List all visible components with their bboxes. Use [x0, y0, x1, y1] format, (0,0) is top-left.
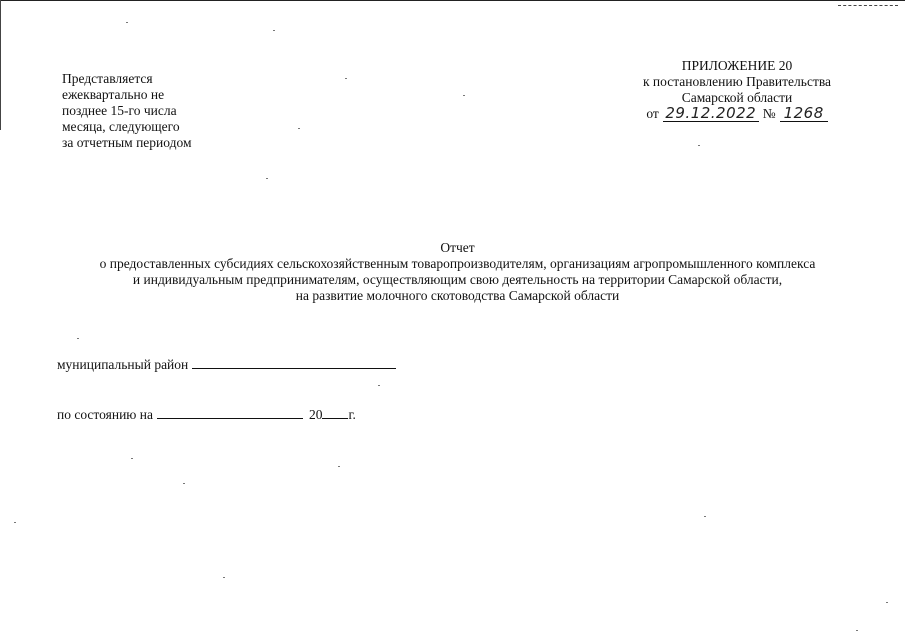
year-suffix: г. [348, 407, 356, 422]
date-blank-line[interactable] [157, 406, 303, 419]
note-line: Представляется [62, 71, 153, 86]
report-title-block [40, 240, 875, 304]
year-prefix: 20 [308, 407, 323, 422]
report-title: Отчет [440, 240, 475, 255]
scan-speck [704, 516, 706, 517]
district-blank-line[interactable] [192, 356, 396, 369]
scan-speck [14, 522, 16, 523]
scan-corner-mark [838, 5, 898, 7]
scan-speck [223, 577, 225, 578]
note-line: за отчетным периодом [62, 135, 192, 150]
scan-speck [378, 385, 380, 386]
note-line: месяца, следующего [62, 119, 180, 134]
scan-speck [463, 95, 465, 96]
scan-speck [183, 483, 185, 484]
scan-speck [266, 178, 268, 179]
appendix-header [612, 58, 862, 122]
appendix-title: ПРИЛОЖЕНИЕ 20 [681, 58, 793, 73]
state-label: по состоянию на [57, 407, 153, 422]
report-subtitle-line: о предоставленных субсидиях сельскохозяйственным товаропроизводителям, организациям агропромышленного комплекса [99, 256, 816, 271]
scan-speck [273, 30, 275, 31]
report-subtitle-line: и индивидуальным предпринимателям, осуществляющим свою деятельность на территории Самарской области, [132, 272, 783, 287]
submission-note [62, 71, 232, 151]
appendix-line: Самарской области [681, 90, 793, 105]
scan-speck [698, 145, 700, 146]
district-field [57, 356, 396, 373]
scan-left-border [0, 0, 1, 130]
year-blank-line[interactable] [322, 406, 348, 419]
note-line: ежеквартально не [62, 87, 165, 102]
appendix-date-number-line [612, 106, 862, 122]
scan-speck [856, 630, 858, 631]
scan-speck [886, 602, 888, 603]
from-label: от [646, 106, 659, 121]
scan-speck [338, 466, 340, 467]
scan-top-border [0, 0, 905, 1]
scan-speck [77, 338, 79, 339]
appendix-line: к постановлению Правительства [642, 74, 832, 89]
report-subtitle-line: на развитие молочного скотоводства Самарской области [295, 288, 620, 303]
handwritten-number: 1268 [780, 106, 828, 122]
scan-speck [126, 22, 128, 23]
note-line: позднее 15-го числа [62, 103, 177, 118]
handwritten-date: 29.12.2022 [663, 106, 759, 122]
district-label: муниципальный район [57, 357, 189, 372]
scan-speck [298, 128, 300, 129]
scan-speck [131, 458, 133, 459]
number-label: № [762, 106, 776, 121]
scan-speck [345, 78, 347, 79]
state-date-field [57, 406, 356, 423]
